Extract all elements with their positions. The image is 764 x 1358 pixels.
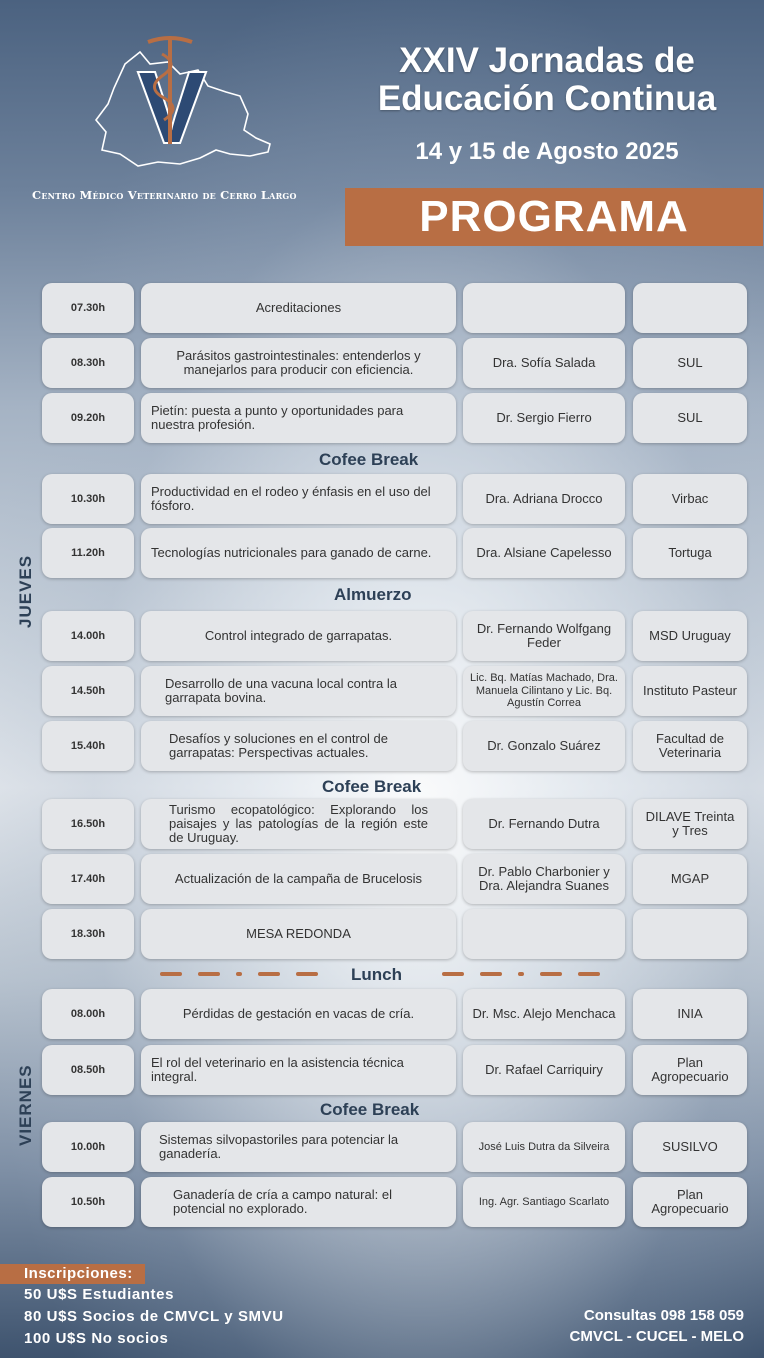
divider-dash xyxy=(160,972,182,976)
row-speaker: Dr. Gonzalo Suárez xyxy=(463,721,625,771)
row-time: 10.30h xyxy=(42,474,134,524)
row-topic: El rol del veterinario en la asistencia técnica integral. xyxy=(141,1045,456,1095)
row-org: Instituto Pasteur xyxy=(633,666,747,716)
row-time: 14.00h xyxy=(42,611,134,661)
row-time: 08.00h xyxy=(42,989,134,1039)
row-time: 10.50h xyxy=(42,1177,134,1227)
organizers: CMVCL - CUCEL - MELO xyxy=(569,1328,744,1345)
row-speaker: Dr. Sergio Fierro xyxy=(463,393,625,443)
event-title xyxy=(340,42,754,118)
row-org: SUL xyxy=(633,338,747,388)
logo-letter: V xyxy=(138,52,206,164)
row-topic: Pietín: puesta a punto y oportunidades para nuestra profesión. xyxy=(141,393,456,443)
row-org: INIA xyxy=(633,989,747,1039)
divider-dash xyxy=(258,972,280,976)
row-topic: Turismo ecopatológico: Explorando los paisajes y las patologías de la región este de Uruguay. xyxy=(141,799,456,849)
row-org: MSD Uruguay xyxy=(633,611,747,661)
row-speaker: Dr. Pablo Charbonier y Dra. Alejandra Suanes xyxy=(463,854,625,904)
row-time: 08.30h xyxy=(42,338,134,388)
row-time: 10.00h xyxy=(42,1122,134,1172)
row-org: Tortuga xyxy=(633,528,747,578)
row-speaker: José Luis Dutra da Silveira xyxy=(463,1122,625,1172)
row-org: SUSILVO xyxy=(633,1122,747,1172)
row-speaker: Ing. Agr. Santiago Scarlato xyxy=(463,1177,625,1227)
cmvcl-logo xyxy=(30,34,320,214)
row-topic: Desarrollo de una vacuna local contra la garrapata bovina. xyxy=(141,666,456,716)
row-org: SUL xyxy=(633,393,747,443)
row-speaker: Dra. Alsiane Capelesso xyxy=(463,528,625,578)
row-speaker xyxy=(463,283,625,333)
row-org: MGAP xyxy=(633,854,747,904)
row-time: 16.50h xyxy=(42,799,134,849)
price-socios: 80 U$S Socios de CMVCL y SMVU xyxy=(24,1308,284,1325)
row-time: 11.20h xyxy=(42,528,134,578)
event-date: 14 y 15 de Agosto 2025 xyxy=(415,138,679,165)
row-time: 15.40h xyxy=(42,721,134,771)
row-topic: MESA REDONDA xyxy=(141,909,456,959)
row-speaker: Dr. Msc. Alejo Menchaca xyxy=(463,989,625,1039)
divider-dash xyxy=(198,972,220,976)
inscripciones-label: Inscripciones: xyxy=(0,1264,145,1284)
divider-dash xyxy=(518,972,524,976)
row-speaker: Dr. Fernando Dutra xyxy=(463,799,625,849)
row-time: 14.50h xyxy=(42,666,134,716)
row-time: 07.30h xyxy=(42,283,134,333)
break-label: Cofee Break xyxy=(320,1100,420,1119)
row-topic: Desafíos y soluciones en el control de garrapatas: Perspectivas actuales. xyxy=(141,721,456,771)
title-line-1: XXIV Jornadas de xyxy=(399,41,695,80)
programa-banner: PROGRAMA xyxy=(345,188,763,246)
row-topic: Control integrado de garrapatas. xyxy=(141,611,456,661)
row-topic: Pérdidas de gestación en vacas de cría. xyxy=(141,989,456,1039)
day-label-viernes: VIERNES xyxy=(16,1064,35,1146)
row-org xyxy=(633,283,747,333)
row-speaker: Dr. Rafael Carriquiry xyxy=(463,1045,625,1095)
row-time: 08.50h xyxy=(42,1045,134,1095)
title-line-2: Educación Continua xyxy=(377,79,717,118)
break-label: Cofee Break xyxy=(319,450,419,469)
row-org: Plan Agropecuario xyxy=(633,1045,747,1095)
row-topic: Ganadería de cría a campo natural: el potencial no explorado. xyxy=(141,1177,456,1227)
price-no-socios: 100 U$S No socios xyxy=(24,1330,169,1347)
row-topic: Productividad en el rodeo y énfasis en el uso del fósforo. xyxy=(141,474,456,524)
row-topic: Actualización de la campaña de Brucelosis xyxy=(141,854,456,904)
row-speaker xyxy=(463,909,625,959)
divider-dash xyxy=(578,972,600,976)
consultas-phone: Consultas 098 158 059 xyxy=(583,1307,744,1324)
row-org: Facultad de Veterinaria xyxy=(633,721,747,771)
divider-dash xyxy=(480,972,502,976)
row-topic: Acreditaciones xyxy=(141,283,456,333)
row-org: Virbac xyxy=(633,474,747,524)
row-org: Plan Agropecuario xyxy=(633,1177,747,1227)
row-speaker: Dr. Fernando Wolfgang Feder xyxy=(463,611,625,661)
price-estudiantes: 50 U$S Estudiantes xyxy=(24,1286,175,1303)
divider-dash xyxy=(442,972,464,976)
org-name: Centro Médico Veterinario de Cerro Largo xyxy=(32,188,297,202)
row-time: 18.30h xyxy=(42,909,134,959)
row-time: 17.40h xyxy=(42,854,134,904)
row-org xyxy=(633,909,747,959)
row-topic: Tecnologías nutricionales para ganado de carne. xyxy=(141,528,456,578)
break-label: Almuerzo xyxy=(334,585,412,604)
break-label-lunch: Lunch xyxy=(351,965,402,984)
row-topic: Sistemas silvopastoriles para potenciar la ganadería. xyxy=(141,1122,456,1172)
row-speaker: Dra. Adriana Drocco xyxy=(463,474,625,524)
day-label-jueves: JUEVES xyxy=(16,554,35,628)
row-topic: Parásitos gastrointestinales: entenderlos y manejarlos para producir con eficiencia. xyxy=(141,338,456,388)
row-time: 09.20h xyxy=(42,393,134,443)
break-label: Cofee Break xyxy=(322,777,422,796)
row-org: DILAVE Treinta y Tres xyxy=(633,799,747,849)
divider-dash xyxy=(236,972,242,976)
divider-dash xyxy=(296,972,318,976)
row-speaker: Lic. Bq. Matías Machado, Dra. Manuela Cilintano y Lic. Bq. Agustín Correa xyxy=(463,666,625,716)
divider-dash xyxy=(540,972,562,976)
row-speaker: Dra. Sofía Salada xyxy=(463,338,625,388)
